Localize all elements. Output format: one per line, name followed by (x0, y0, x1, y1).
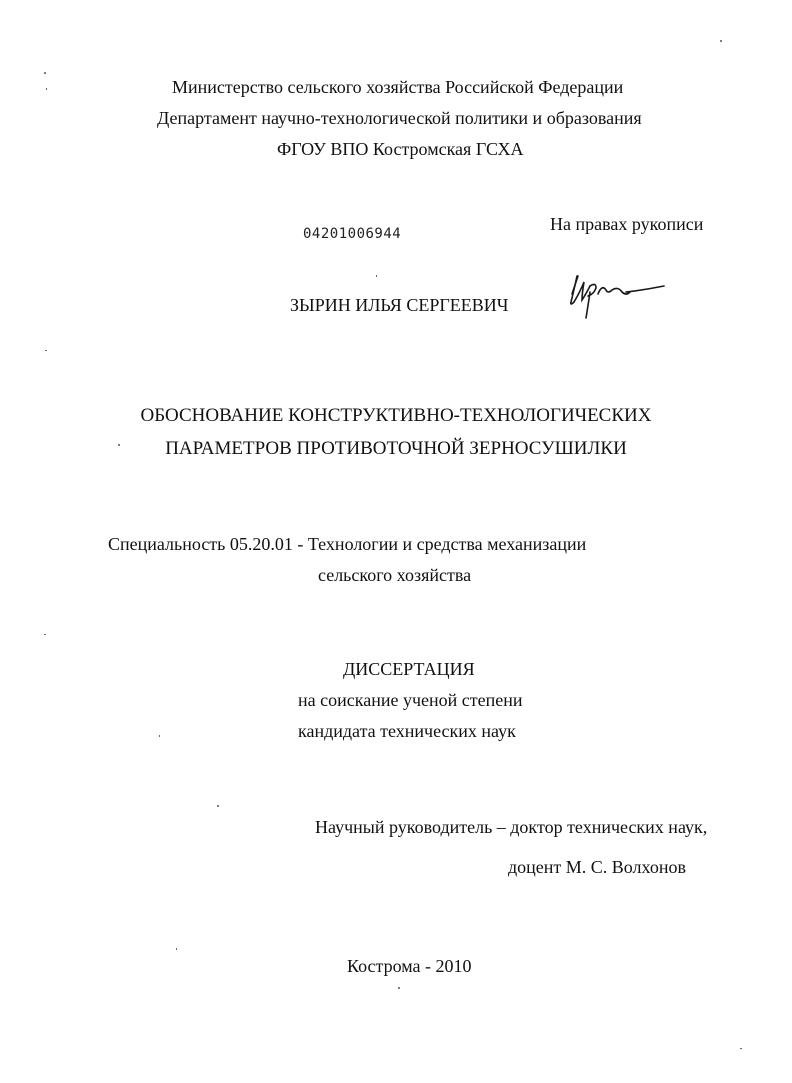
scan-speck (740, 1048, 742, 1049)
scan-speck (159, 735, 160, 737)
archive-number: 04201006944 (303, 226, 402, 242)
manuscript-note: На правах рукописи (550, 214, 704, 234)
dissertation-purpose: на соискание ученой степени (298, 690, 523, 710)
title-line-1: ОБОСНОВАНИЕ КОНСТРУКТИВНО-ТЕХНОЛОГИЧЕСКИХ (140, 405, 652, 426)
dissertation-degree: кандидата технических наук (298, 721, 516, 741)
author-signature (566, 272, 668, 320)
title-line-2: ПАРАМЕТРОВ ПРОТИВОТОЧНОЙ ЗЕРНОСУШИЛКИ (165, 438, 627, 459)
supervisor-line-2: доцент М. С. Волхонов (508, 857, 686, 877)
ministry-line: Министерство сельского хозяйства Российской Федерации (172, 77, 624, 97)
department-line: Департамент научно-технологической политики и образования (157, 108, 642, 128)
institution-line: ФГОУ ВПО Костромская ГСХА (277, 139, 524, 159)
supervisor-line-1: Научный руководитель – доктор технических наук, (315, 817, 708, 837)
author-name: ЗЫРИН ИЛЬЯ СЕРГЕЕВИЧ (290, 295, 509, 315)
specialty-line-2: сельского хозяйства (318, 565, 472, 585)
scan-speck (720, 40, 722, 42)
city-year: Кострома - 2010 (347, 956, 472, 976)
scan-speck (376, 275, 377, 277)
scan-speck (44, 72, 46, 74)
specialty-line-1: Специальность 05.20.01 - Технологии и средства механизации (108, 534, 587, 554)
scan-speck (118, 444, 120, 446)
scan-speck (45, 350, 47, 351)
scan-speck (217, 805, 219, 807)
scan-speck (46, 88, 47, 90)
scan-speck (176, 948, 177, 950)
dissertation-type: ДИССЕРТАЦИЯ (343, 659, 475, 679)
scan-speck (44, 634, 46, 635)
scan-speck (398, 987, 400, 989)
